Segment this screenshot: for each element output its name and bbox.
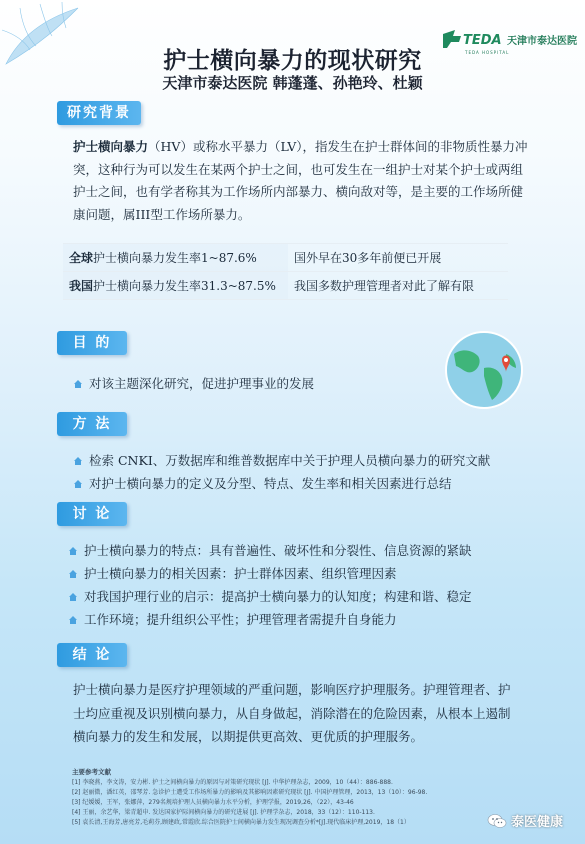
list-item: 工作环境；提升组织公平性；护理管理者需提升自身能力: [68, 608, 472, 631]
house-bullet-icon: [73, 379, 83, 389]
house-bullet-icon: [68, 546, 78, 556]
section-label-background: 研究背景: [57, 101, 141, 125]
list-item: 护士横向暴力的特点：具有普遍性、破坏性和分裂性、信息资源的紧缺: [68, 539, 472, 562]
wechat-icon: [487, 813, 507, 829]
table-row: [63, 272, 508, 300]
house-bullet-icon: [73, 456, 83, 466]
list-item: 护士横向暴力的相关因素：护士群体因素、组织管理因素: [68, 562, 472, 585]
background-paragraph-text: （HV）或称水平暴力（LV），指发生在护士群体间的非物质性暴力冲突，这种行为可以发生在某两个护士之间，也可发生在一组护士对某个护士或两组护士之间，也有学者称其为工作场所内部暴力、横向敌对等，是主要的工作场所健康问题，属III型工作场所暴力。: [73, 139, 528, 222]
discussion-list: [68, 539, 472, 631]
house-bullet-icon: [68, 569, 78, 579]
house-bullet-icon: [68, 592, 78, 602]
table-cell: 我国多数护理管理者对此了解有限: [288, 272, 508, 300]
logo-mark-text: TEDA: [463, 33, 502, 48]
wechat-account-name: 泰医健康: [510, 815, 563, 830]
reference-item: [3] 纪媛媛，王军，张娜萍，279名规培护理人员横向暴力水平分析，护理学报，2019,26，（22），43-46: [72, 799, 354, 806]
globe-icon: [444, 330, 524, 410]
wechat-watermark: [487, 811, 563, 830]
purpose-list: [73, 372, 314, 395]
reference-item: [5] 袁长清,王海芳,唐亮芳,毛莉芬,顾建政,常霞欣.综合医院护士间横向暴力发生现况调查分析*[J].现代临床护理,2019，18（1）: [72, 819, 410, 826]
references-title: 主要参考文献: [72, 768, 111, 776]
page-title: 护士横向暴力的现状研究: [163, 48, 422, 74]
table-cell: 全球护士横向暴力发生率1~87.6%: [63, 244, 288, 272]
background-paragraph: [73, 136, 533, 226]
reference-item: [1] 李晓燕，李文涛，安力彬. 护士之间横向暴力的原因与对策研究现状 [J]. 中华护理杂志，2009，10（44）：886-888.: [72, 779, 393, 786]
house-bullet-icon: [68, 615, 78, 625]
section-label-discussion: 讨 论: [57, 502, 127, 526]
house-bullet-icon: [73, 479, 83, 489]
logo-name: 天津市泰达医院: [507, 35, 577, 47]
authors-line: 天津市泰达医院 韩蓬蓬、孙艳玲、杜颖: [162, 74, 423, 92]
conclusion-paragraph: 护士横向暴力是医疗护理领域的严重问题，影响医疗护理服务。护理管理者、护士均应重视及识别横向暴力，从自身做起，消除潜在的危险因素，从根本上遏制横向暴力的发生和发展，以期提供更高效、更优质的护理服务。: [73, 682, 511, 744]
table-row: [63, 244, 508, 272]
table-cell: 国外早在30多年前便已开展: [288, 244, 508, 272]
section-label-purpose: 目 的: [57, 331, 127, 355]
background-bold-term: 护士横向暴力: [73, 139, 149, 154]
reference-item: [2] 赵丽微，潘红英，邵琴芳. 急诊护士遭受工作场所暴力的影响及其影响因素研究现状 [J]. 中国护理管理，2013，13（10）：96-98.: [72, 789, 428, 796]
reference-item: [4] 王丽，余艺华，梁青超申. 发达国家护际间横向暴力的研究进展 [J]. 护理学杂志，2018，33（12）：110-113.: [72, 809, 375, 816]
list-item: 检索 CNKI、万数据库和维普数据库中关于护理人员横向暴力的研究文献: [73, 449, 490, 472]
list-item: 对护士横向暴力的定义及分型、特点、发生率和相关因素进行总结: [73, 472, 490, 495]
table-cell: 我国护士横向暴力发生率31.3~87.5%: [63, 272, 288, 300]
logo-sub: TEDA HOSPITAL: [465, 50, 510, 55]
method-list: [73, 449, 490, 495]
prevalence-table: [63, 243, 508, 300]
section-label-conclusion: 结 论: [57, 643, 127, 667]
references: [72, 767, 542, 828]
list-item: 对我国护理行业的启示：提高护士横向暴力的认知度；构建和谐、稳定: [68, 585, 472, 608]
section-label-method: 方 法: [57, 412, 127, 436]
list-item: 对该主题深化研究，促进护理事业的发展: [73, 372, 314, 395]
